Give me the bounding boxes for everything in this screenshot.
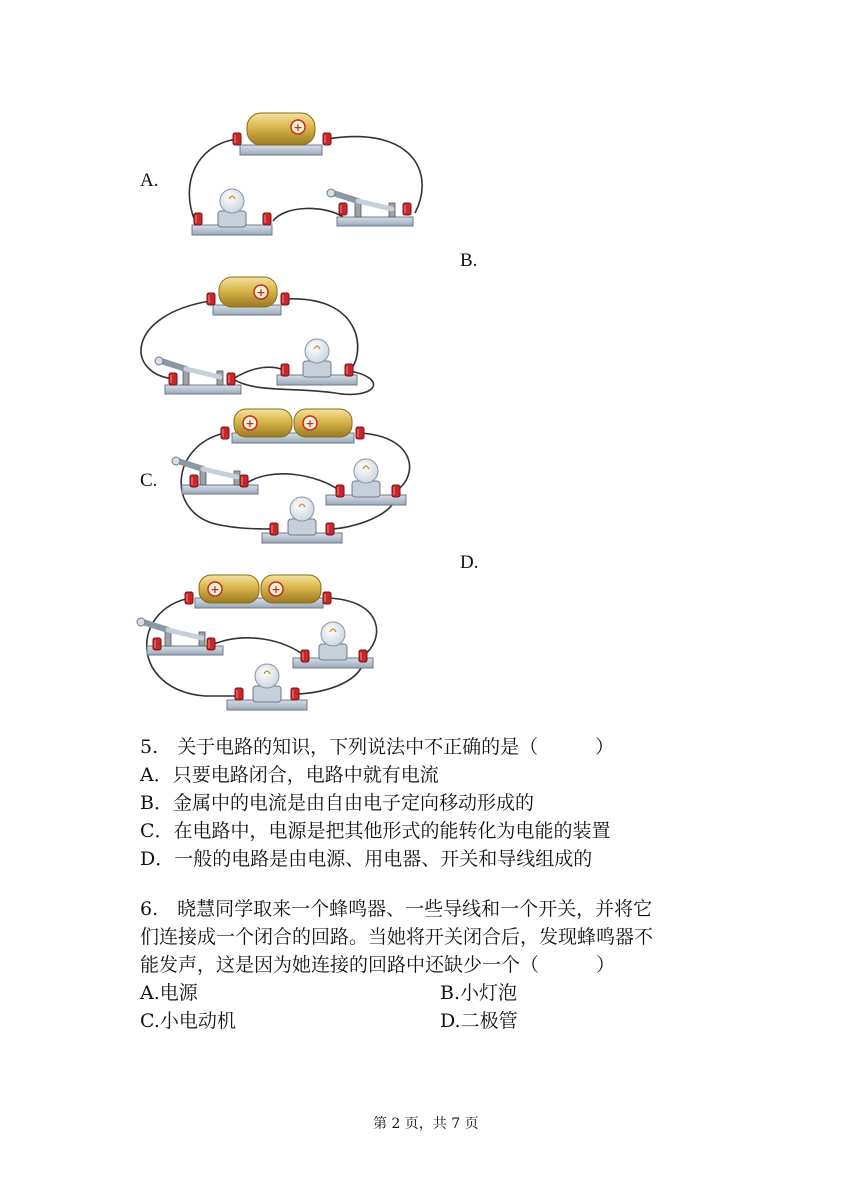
q5-option-c: C．在电路中，电源是把其他形式的能转化为电能的装置 <box>140 820 611 842</box>
q6-option-c: C.小电动机 <box>140 1010 236 1032</box>
q6-option-a: A.电源 <box>140 982 198 1004</box>
option-b-label: B. <box>460 250 478 271</box>
q6-stem-line-3: 能发声，这是因为她连接的回路中还缺少一个（ ） <box>140 954 616 976</box>
circuit-figure-d <box>135 570 395 715</box>
svg-text:+: + <box>271 583 281 596</box>
q5-option-b: B．金属中的电流是由自由电子定向移动形成的 <box>140 792 534 814</box>
q6-stem-line-1: 6. 晓慧同学取来一个蜂鸣器、一些导线和一个开关，并将它 <box>140 898 653 920</box>
svg-text:+: + <box>210 583 220 596</box>
circuit-figure-c <box>170 405 430 550</box>
option-a-label: A. <box>140 170 159 191</box>
option-d-label: D. <box>460 552 479 573</box>
svg-text:+: + <box>305 417 315 430</box>
option-c-label: C. <box>140 470 158 491</box>
q5-option-a: A．只要电路闭合，电路中就有电流 <box>140 764 439 786</box>
svg-text:+: + <box>293 121 303 134</box>
q5-stem: 5. 关于电路的知识，下列说法中不正确的是（ ） <box>140 736 615 758</box>
circuit-figure-b <box>135 275 395 400</box>
q5-option-d: D．一般的电路是由电源、用电器、开关和导线组成的 <box>140 848 593 870</box>
q6-stem-line-2: 们连接成一个闭合的回路。当她将开关闭合后，发现蜂鸣器不 <box>140 926 654 948</box>
circuit-figure-a <box>175 105 445 245</box>
svg-text:+: + <box>245 417 255 430</box>
svg-text:+: + <box>256 286 266 299</box>
q6-option-d: D.二极管 <box>440 1010 518 1032</box>
q6-option-b: B.小灯泡 <box>440 982 518 1004</box>
page-footer: 第 2 页，共 7 页 <box>373 1116 479 1132</box>
